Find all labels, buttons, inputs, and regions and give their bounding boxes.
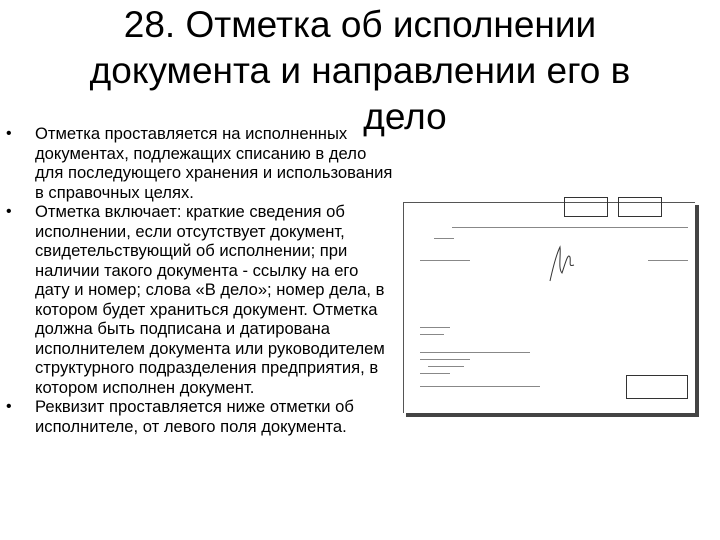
- bullet-item: [0, 124, 400, 202]
- document-text-line: [420, 373, 450, 374]
- document-shadow: [406, 413, 699, 417]
- document-text-line: [420, 386, 540, 387]
- bullet-marker: •: [6, 398, 12, 415]
- document-text-line: [420, 359, 470, 360]
- bullet-marker: •: [6, 203, 12, 220]
- bullet-item: [0, 202, 400, 397]
- document-stamp-box: [626, 375, 688, 399]
- document-header-box: [618, 197, 662, 217]
- bullet-text: Реквизит проставляется ниже отметки об исполнителе, от левого поля документа.: [35, 397, 354, 436]
- bullet-item: [0, 397, 400, 436]
- document-text-line: [420, 327, 450, 328]
- title-line-2: документа и направлении его в: [89, 50, 631, 91]
- document-text-line: [420, 352, 530, 353]
- slide-title: [30, 2, 690, 140]
- signature-graphic: [544, 243, 580, 283]
- bullet-marker: •: [6, 125, 12, 142]
- bullet-text: Отметка проставляется на исполненных документах, подлежащих списанию в дело для последующего хранения и использования в справочных целях.: [35, 124, 393, 202]
- title-line-3: дело: [363, 96, 447, 137]
- document-text-line: [428, 366, 464, 367]
- document-text-line: [434, 238, 454, 239]
- document-text-line: [648, 260, 688, 261]
- title-line-1: 28. Отметка об исполнении: [123, 4, 597, 45]
- document-text-line: [420, 334, 444, 335]
- document-header-box: [564, 197, 608, 217]
- document-text-line: [420, 260, 470, 261]
- document-text-line: [452, 227, 688, 228]
- document-sample-image: [403, 202, 695, 413]
- document-shadow: [695, 205, 699, 417]
- bullet-list: [0, 124, 400, 436]
- bullet-text: Отметка включает: краткие сведения об исполнении, если отсутствует документ, свидетельствующий об исполнении; при наличии такого документа - ссылку на его дату и номер; слова «В дело»; номер дела, в котором будет храниться документ. Отметка должна быть подписана и датирована исполнителем документа или руководителем структурного подразделения предприятия, в котором исполнен документ.: [35, 202, 385, 397]
